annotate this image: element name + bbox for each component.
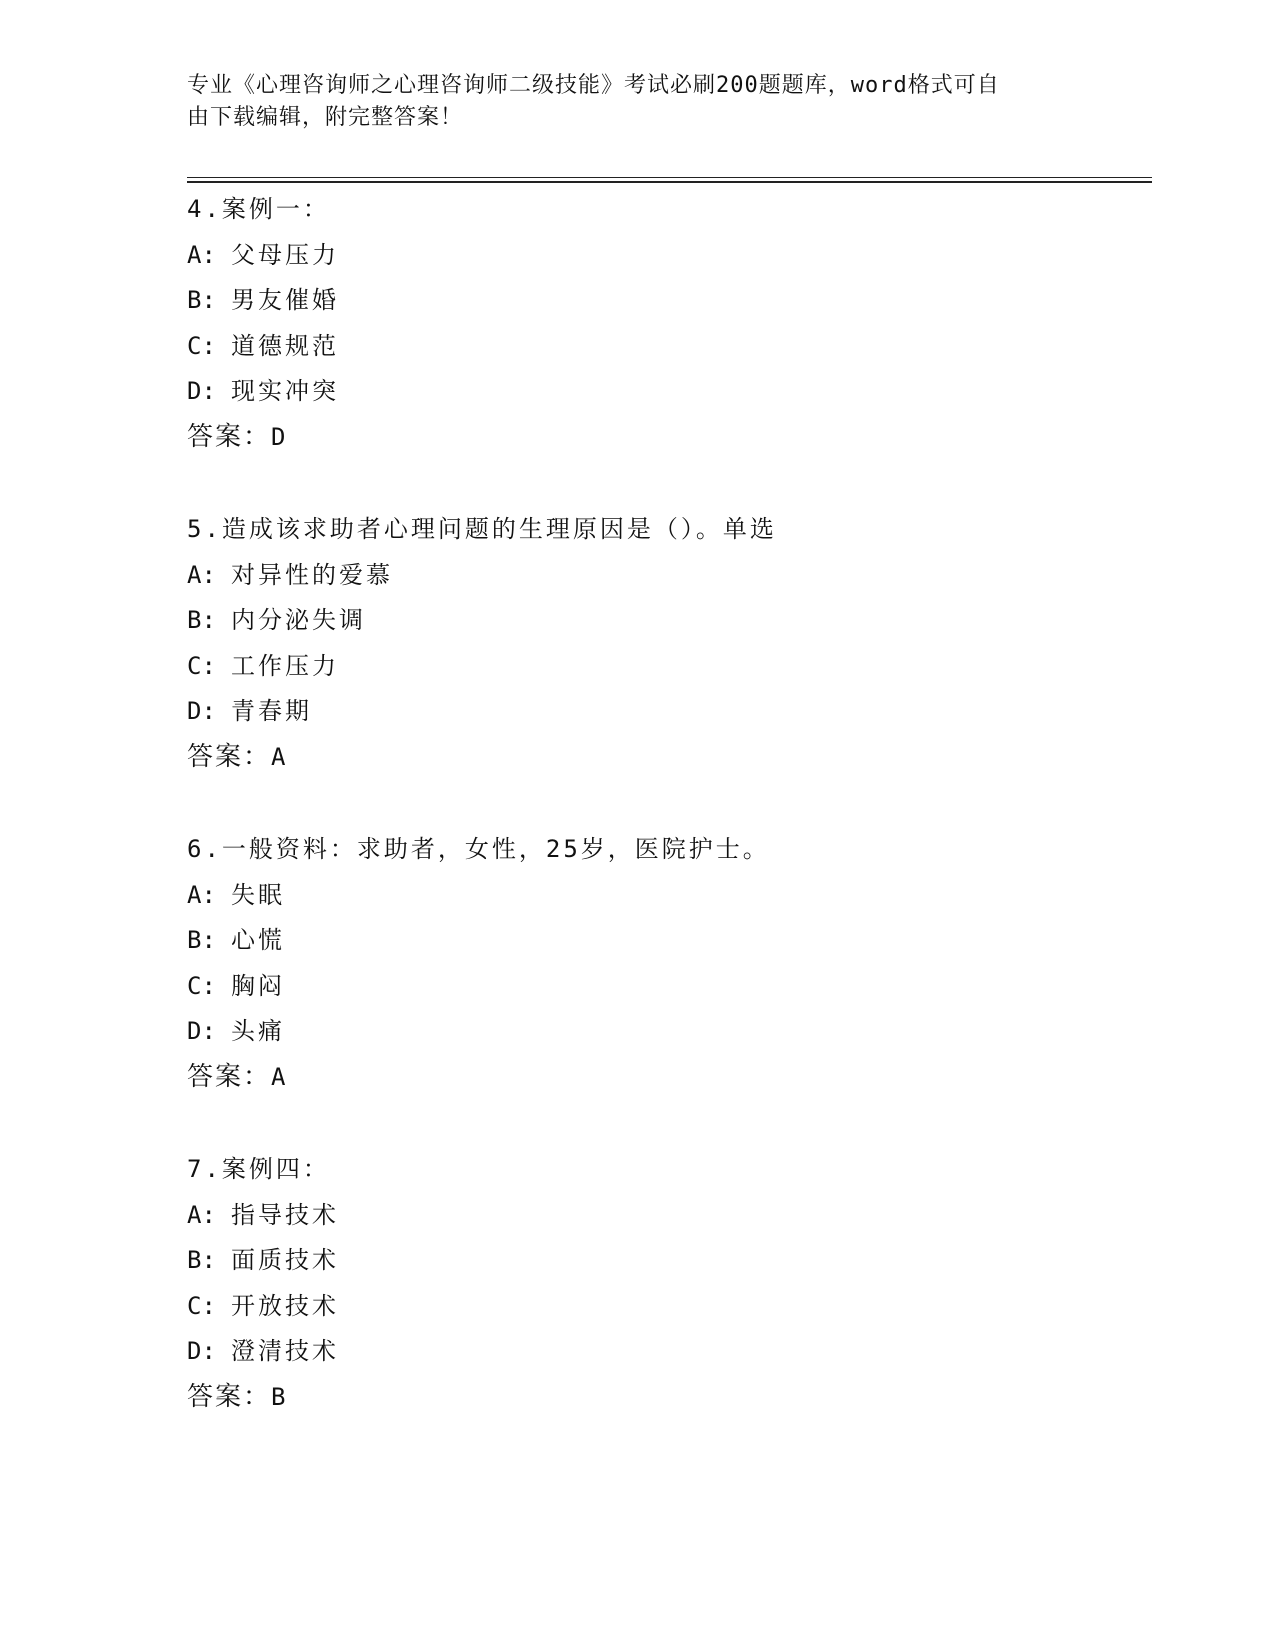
option-letter: D: <box>187 697 216 725</box>
option-c <box>187 324 1152 370</box>
option-a <box>187 553 1152 599</box>
answer-line <box>187 415 1152 461</box>
option-b <box>187 1238 1152 1284</box>
header-divider-thick <box>187 181 1152 183</box>
answer-label: 答案： <box>187 741 272 772</box>
question-block <box>187 827 1152 1100</box>
option-letter: B: <box>187 1246 216 1274</box>
option-text: 父母压力 <box>231 240 339 269</box>
option-b <box>187 598 1152 644</box>
option-letter: D: <box>187 1337 216 1365</box>
answer-value: B <box>271 1382 286 1411</box>
option-a <box>187 233 1152 279</box>
question-block <box>187 507 1152 780</box>
option-text: 青春期 <box>231 697 312 725</box>
option-c <box>187 644 1152 690</box>
question-stem: 6.一般资料：求助者，女性，25岁，医院护士。 <box>187 835 770 863</box>
option-text: 开放技术 <box>231 1291 339 1320</box>
option-text: 对异性的爱慕 <box>231 560 393 589</box>
header-divider-thin <box>187 177 1152 178</box>
option-b <box>187 278 1152 324</box>
option-a <box>187 1193 1152 1239</box>
option-letter: C: <box>187 651 216 680</box>
option-d <box>187 689 1152 735</box>
option-letter: A: <box>187 880 216 909</box>
option-letter: A: <box>187 240 216 269</box>
answer-label: 答案： <box>187 1061 272 1092</box>
option-c <box>187 964 1152 1010</box>
question-block <box>187 1147 1152 1420</box>
answer-value: A <box>271 742 286 771</box>
header-line-2: 由下载编辑，附完整答案！ <box>187 105 464 130</box>
option-letter: C: <box>187 1291 216 1320</box>
option-text: 头痛 <box>231 1017 285 1045</box>
option-text: 工作压力 <box>231 651 339 680</box>
option-letter: A: <box>187 1200 216 1229</box>
answer-line <box>187 1055 1152 1101</box>
option-letter: D: <box>187 1017 216 1045</box>
option-letter: D: <box>187 377 216 405</box>
answer-label: 答案： <box>187 1381 272 1412</box>
option-text: 内分泌失调 <box>231 606 366 634</box>
option-a <box>187 873 1152 919</box>
question-stem: 7.案例四： <box>187 1155 330 1183</box>
document-header <box>187 70 1067 134</box>
option-text: 澄清技术 <box>231 1337 339 1365</box>
option-text: 失眠 <box>231 880 285 909</box>
option-text: 面质技术 <box>231 1246 339 1274</box>
option-text: 男友催婚 <box>231 286 339 314</box>
option-letter: C: <box>187 331 216 360</box>
answer-line <box>187 1375 1152 1421</box>
answer-value: D <box>271 422 286 451</box>
option-letter: A: <box>187 560 216 589</box>
option-letter: B: <box>187 926 216 954</box>
question-stem: 5.造成该求助者心理问题的生理原因是（）。单选 <box>187 515 777 543</box>
option-text: 指导技术 <box>231 1200 339 1229</box>
option-letter: C: <box>187 971 216 1000</box>
question-stem: 4.案例一： <box>187 195 330 223</box>
option-letter: B: <box>187 606 216 634</box>
option-b <box>187 918 1152 964</box>
option-text: 道德规范 <box>231 331 339 360</box>
answer-value: A <box>271 1062 286 1091</box>
answer-line <box>187 735 1152 781</box>
option-d <box>187 1009 1152 1055</box>
header-line-1: 专业《心理咨询师之心理咨询师二级技能》考试必刷200题题库，word格式可自 <box>187 73 1000 98</box>
option-d <box>187 1329 1152 1375</box>
option-text: 心慌 <box>231 926 285 954</box>
option-c <box>187 1284 1152 1330</box>
question-block <box>187 187 1152 460</box>
option-text: 现实冲突 <box>231 377 339 405</box>
option-letter: B: <box>187 286 216 314</box>
answer-label: 答案： <box>187 421 272 452</box>
option-d <box>187 369 1152 415</box>
option-text: 胸闷 <box>231 971 285 1000</box>
